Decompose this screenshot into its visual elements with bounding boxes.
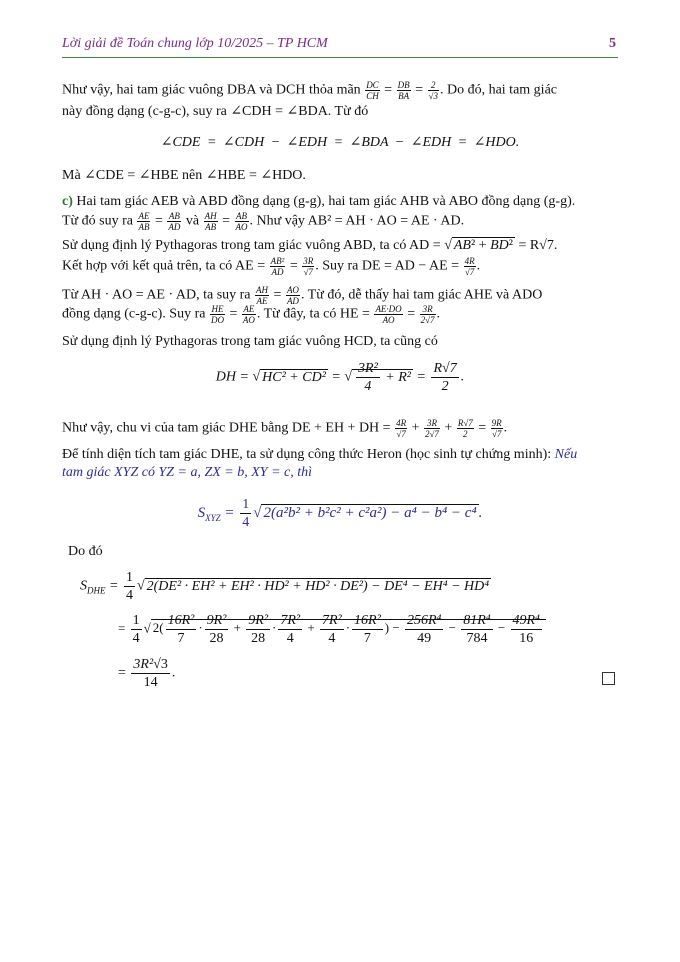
paragraph-ae-de: Kết hợp với kết quả trên, ta có AE = $\frac{\text{AB²}}{AD}$ = $\frac{3R}{√7}$ . Suy ra DE = AD − AE = $\frac{4R}{√7}$ . [62, 256, 481, 277]
equation-sdhe-line2: = $\frac{1}{4}$ √ 2( $\frac{\text{16R²}}{7}$ · $\frac{\text{9R²}}{28}$ + $\frac{\text{9R²}}{28}$ · $\frac{\text{7R²}}{4}$ + $\frac{\text{7R²}}{4}$ · $\frac{\text{16R²}}{7}$ ) − $\frac{\text{256R⁴}}{49}$ − $\frac{\text{81R⁴}}{784}$ − $\frac{\text{49R⁴}}{16}$ [118, 612, 674, 647]
qed-box-icon [602, 672, 615, 685]
paragraph-heron: Để tính diện tích tam giác DHE, ta sử dụng công thức Heron (học sinh tự chứng minh): Nếu [62, 447, 578, 462]
equation-sdhe-line1: $S_{DHE}$ = $\frac{1}{4}$ √ 2(DE² · EH² + EH² · HD² + HD² · DE²) − DE⁴ − EH⁴ − HD⁴ [80, 570, 490, 603]
header-rule [62, 57, 618, 58]
paragraph-ratios: Từ đó suy ra $\frac{AE}{AB}$ = $\frac{AB}{AD}$ và $\frac{AH}{AB}$ = $\frac{AB}{AO}$ . Như vậy AB² = AH · AO = AE · AD. [62, 211, 465, 232]
part-c-label: c) [62, 194, 73, 209]
page-number: 5 [609, 36, 616, 51]
equation-dh: DH = √ HC² + CD² = √ $\frac{\text{3R²}}{4}$ + R² = $\frac{R√7}{2}$ . [215, 361, 465, 394]
equation-sdhe-result: = $\frac{\text{3R²√3}}{14}$ . [118, 657, 176, 690]
paragraph-pythagoras-abd: Sử dụng định lý Pythagoras trong tam giác vuông ABD, ta có AD = √ AB² + BD² = R√7. [62, 238, 558, 253]
paragraph-therefore: Do đó [68, 544, 103, 559]
paragraph-similar-triangles: Như vậy, hai tam giác vuông DBA và DCH thỏa mãn $\frac{DC}{CH}$ = $\frac{DB}{BA}$ = $\frac{2}{√3}$ . Do đó, hai tam giác [62, 80, 557, 101]
page-header [62, 36, 618, 56]
equation-heron: $S_{XYZ}$ = $\frac{1}{4}$ √ 2(a²b² + b²c² + c²a²) − a⁴ − b⁴ − c⁴ . [197, 497, 483, 530]
paragraph-heron-statement: tam giác XYZ có YZ = a, ZX = b, XY = c, thì [62, 465, 313, 480]
fraction-2-sqrt3: $\frac{2}{√3}$ [428, 80, 438, 101]
fraction-dc-ch: $\frac{DC}{CH}$ [366, 80, 379, 101]
paragraph-part-c: c) Hai tam giác AEB và ABD đồng dạng (g-g), hai tam giác AHB và ABO đồng dạng (g-g). [62, 194, 576, 209]
paragraph-angle-equal: Mà ∠CDE = ∠HBE nên ∠HBE = ∠HDO. [62, 168, 306, 183]
header-title: Lời giải đề Toán chung lớp 10/2025 – TP HCM [62, 36, 328, 51]
paragraph-ahe-ado: Từ AH · AO = AE · AD, ta suy ra $\frac{AH}{AE}$ = $\frac{AO}{AD}$ . Từ đó, dễ thấy hai tam giác AHE và ADO [62, 285, 543, 306]
paragraph-perimeter: Như vậy, chu vi của tam giác DHE bằng DE + EH + DH = $\frac{4R}{√7}$ + $\frac{3R}{2√7}$ + $\frac{R√7}{2}$ = $\frac{9R}{√7}$ . [62, 418, 508, 439]
fraction-db-ba: $\frac{DB}{BA}$ [397, 80, 410, 101]
paragraph-angle-conclusion: này đồng dạng (c-g-c), suy ra ∠CDH = ∠BDA. Từ đó [62, 104, 369, 119]
equation-angle-chain: ∠CDE = ∠CDH − ∠EDH = ∠BDA − ∠EDH = ∠HDO. [160, 135, 520, 150]
paragraph-pythagoras-hcd: Sử dụng định lý Pythagoras trong tam giác vuông HCD, ta cũng có [62, 334, 438, 349]
paragraph-he: đồng dạng (c-g-c). Suy ra $\frac{HE}{DO}$ = $\frac{AE}{AO}$ . Từ đây, ta có HE = $\frac{AE\cdot DO}{AO}$ = $\frac{3R}{2√7}$ . [62, 304, 441, 325]
